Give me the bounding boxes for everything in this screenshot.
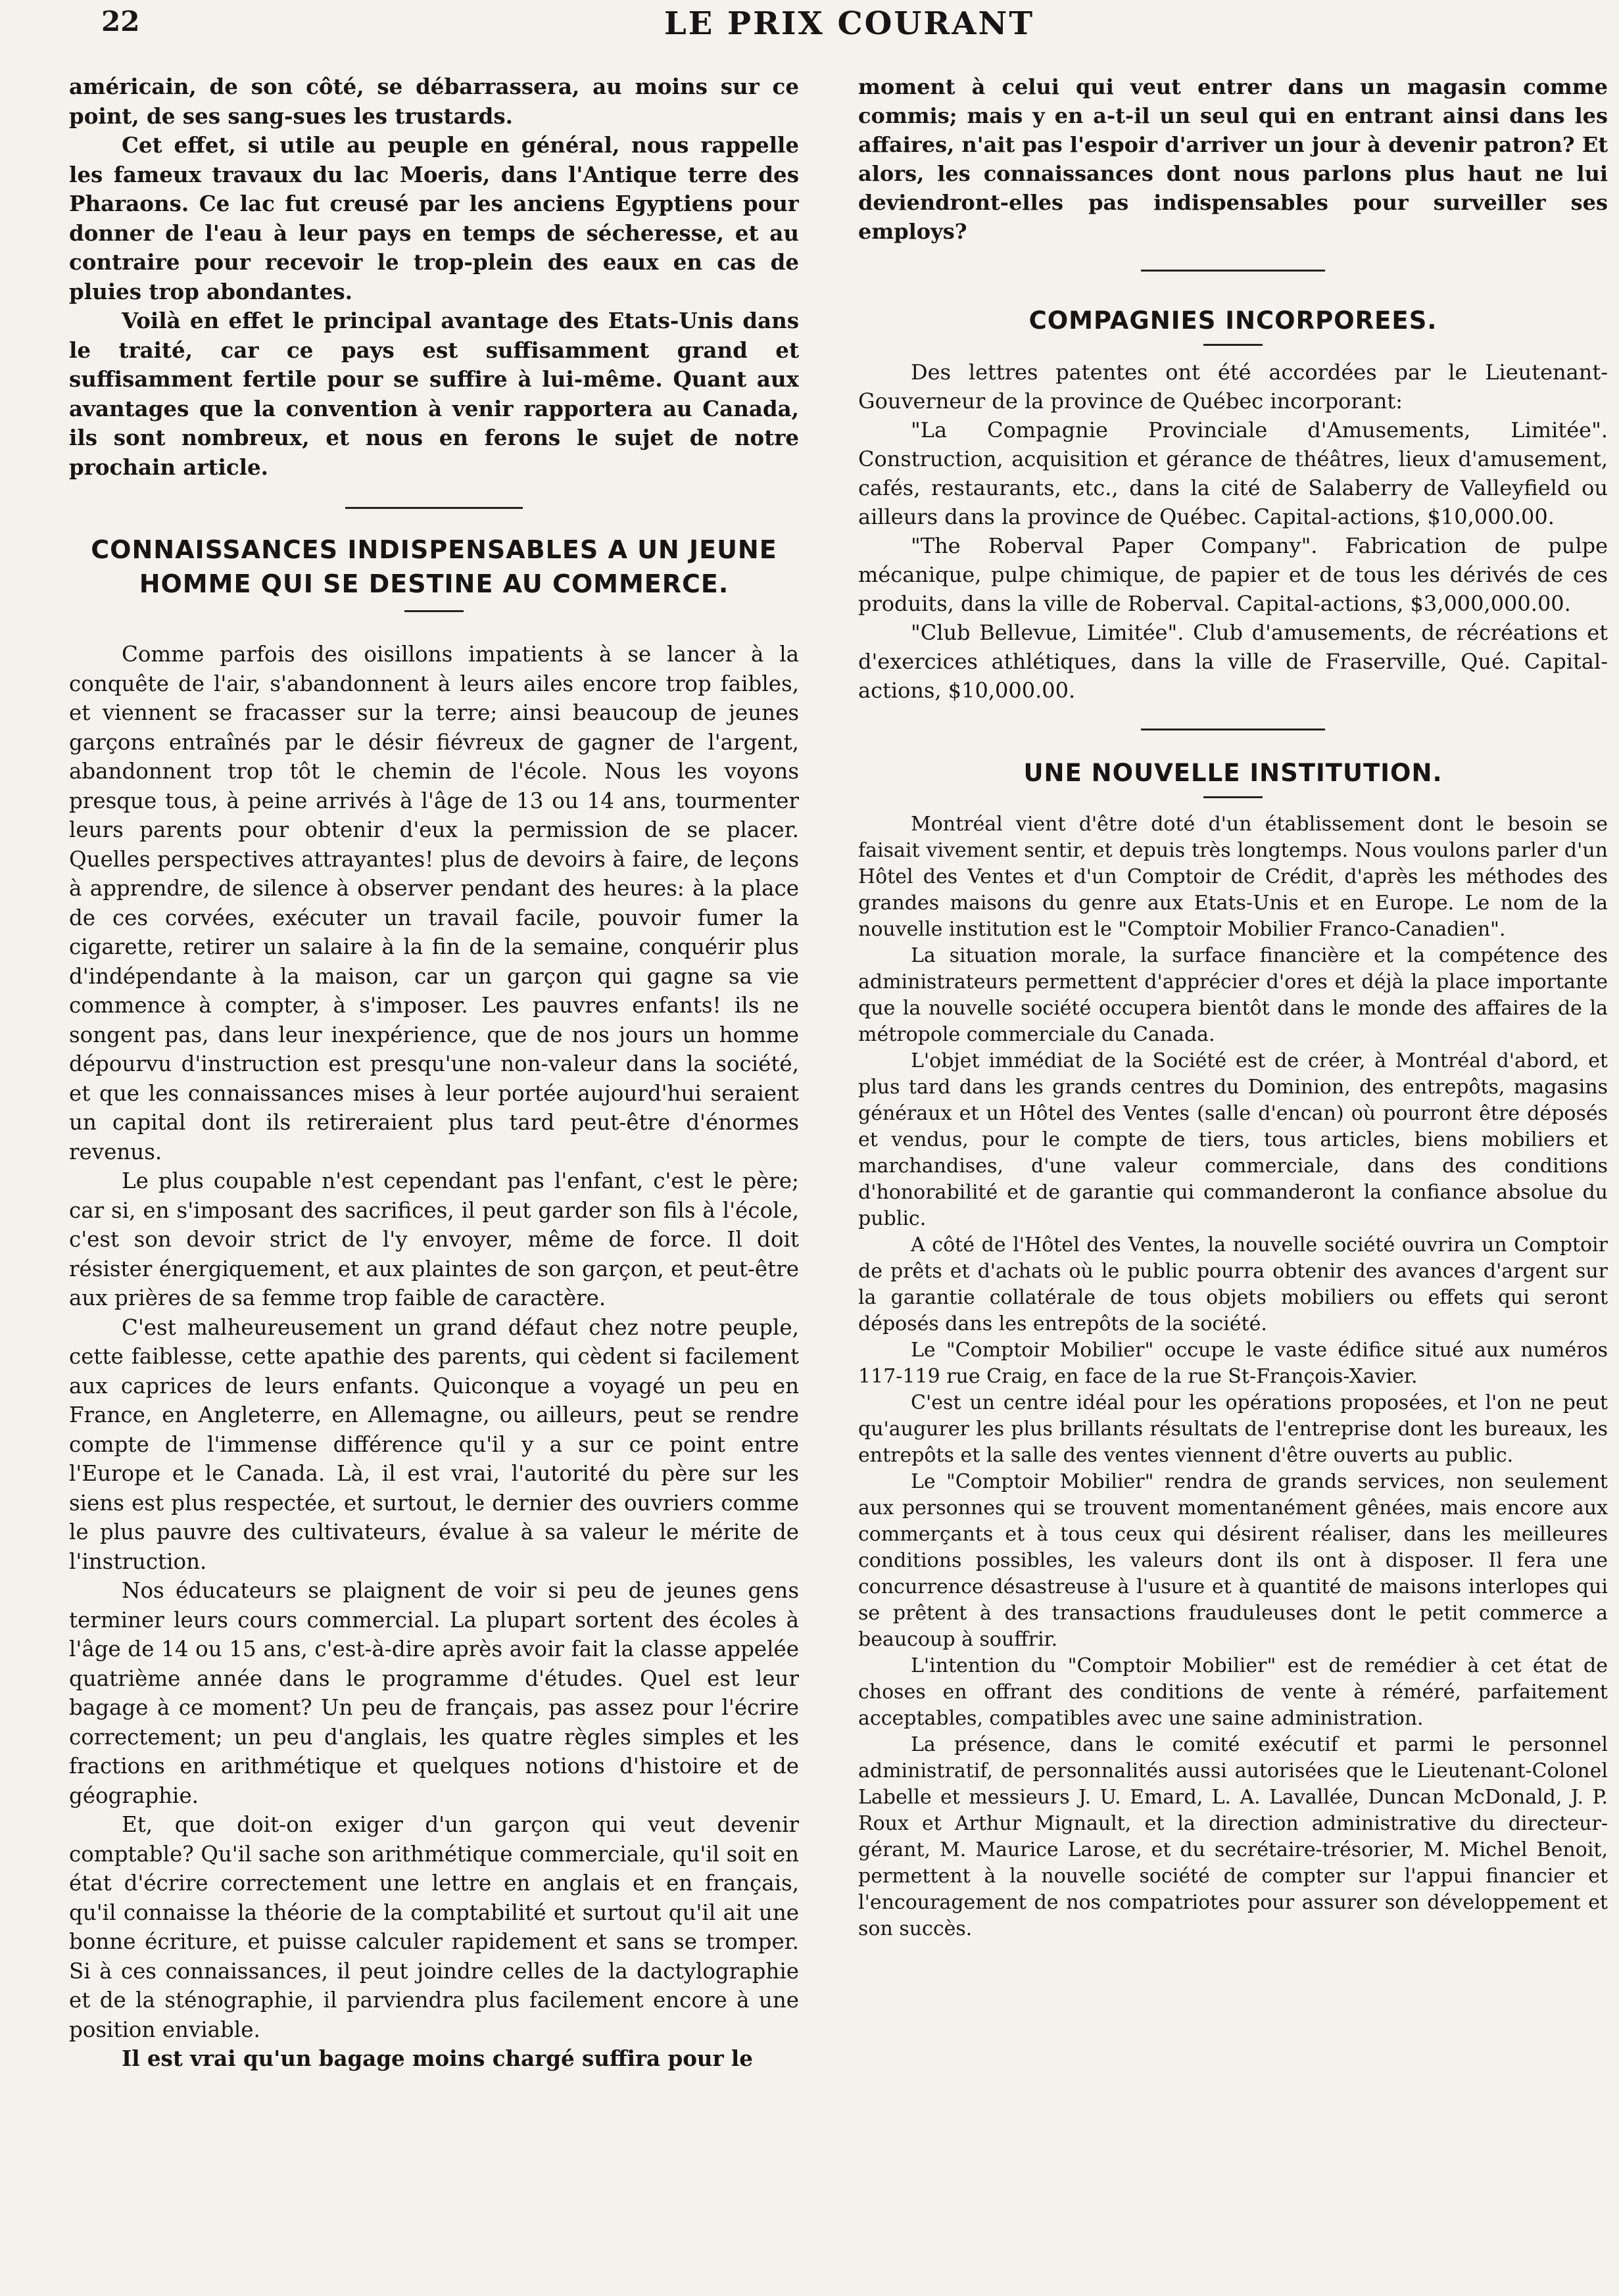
article-paragraph: Nos éducateurs se plaignent de voir si peu de jeunes gens terminer leurs cours commercial. La plupart sortent des écoles à l'âge de 14 ou 15 ans, c'est-à-dire après avoir fait la classe appelée quatrième année dans le programme d'études. Quel est leur bagage à ce moment? Un peu de français, pas assez pour l'écrire correctement; un peu d'anglais, les quatre règles simples et les fractions en arithmétique et quelques notions d'histoire et de géographie.	[69, 1578, 799, 1808]
page-number: 22	[101, 5, 140, 37]
publication-title: LE PRIX COURANT	[664, 5, 1035, 42]
institution-paragraph: Le "Comptoir Mobilier" rendra de grands services, non seulement aux personnes qui se trouvent momentanément gênées, mais encore aux commerçants et à tous ceux qui désirent réaliser, dans les meilleures conditions possibles, les valeurs dont ils ont à disposer. Il fera une concurrence désastreuse à l'usure et à quantité de maisons interlopes qui se prêtent à des transactions frauduleuses dont le petit commerce a beaucoup à souffrir.	[858, 1470, 1608, 1651]
institution-paragraph: A côté de l'Hôtel des Ventes, la nouvelle société ouvrira un Comptoir de prêts et d'achats où le public pourra obtenir des avances d'argent sur la garantie collatérale de tous objets mobiliers ou effets qui seront déposés dans les entrepôts de la société.	[858, 1233, 1608, 1335]
title-underline	[1203, 796, 1263, 798]
article-paragraph: C'est malheureusement un grand défaut chez notre peuple, cette faiblesse, cette apathie des parents, qui cèdent si facilement aux caprices de leurs enfants. Quiconque a voyagé un peu en France, en Angleterre, en Allemagne, ou ailleurs, peut se rendre compte de l'immense différence qu'il y a sur ce point entre l'Europe et le Canada. Là, il est vrai, l'autorité du père sur les siens est plus respectée, et surtout, le dernier des ouvriers comme le plus pauvre des cultivateurs, évalue à sa valeur le mérite de l'instruction.	[69, 1314, 799, 1574]
section-divider	[345, 507, 523, 509]
companies-paragraph: "The Roberval Paper Company". Fabrication de pulpe mécanique, pulpe chimique, de papier et de tous les dérivés de ces produits, dans la ville de Roberval. Capital-actions, $3,000,000.00.	[858, 533, 1608, 616]
companies-paragraph: "Club Bellevue, Limitée". Club d'amusements, de récréations et d'exercices athlétiques, dans la ville de Fraserville, Qué. Capital-actions, $10,000.00.	[858, 620, 1608, 703]
page-header	[92, 5, 1578, 45]
title-underline	[404, 610, 464, 612]
institution-paragraph: Le "Comptoir Mobilier" occupe le vaste édifice situé aux numéros 117-119 rue Craig, en face de la rue St-François-Xavier.	[858, 1339, 1608, 1388]
institution-title: UNE NOUVELLE INSTITUTION.	[1023, 759, 1443, 787]
institution-paragraph: L'intention du "Comptoir Mobilier" est de remédier à cet état de choses en offrant des conditions de vente à réméré, parfaitement acceptables, compatibles avec une saine administration.	[858, 1654, 1608, 1730]
companies-title: COMPAGNIES INCORPOREES.	[1028, 306, 1438, 335]
institution-paragraph: Montréal vient d'être doté d'un établissement dont le besoin se faisait vivement sentir, et depuis très longtemps. Nous voulons parler d'un Hôtel des Ventes et d'un Comptoir de Crédit, d'après les méthodes des grandes maisons du genre aux Etats-Unis et en Europe. Le nom de la nouvelle institution est le "Comptoir Mobilier Franco-Canadien".	[858, 813, 1608, 941]
title-underline	[1203, 344, 1263, 346]
continuation-paragraph: moment à celui qui veut entrer dans un magasin comme commis; mais y en a-t-il un seul qui en entrant ainsi dans les affaires, n'ait pas l'espoir d'arriver un jour à devenir patron? Et alors, les connaissances dont nous parlons plus haut ne lui deviendront-elles pas indispensables pour surveiller ses employs?	[858, 74, 1608, 244]
article-title: CONNAISSANCES INDISPENSABLES A UN JEUNE HOMME QUI SE DESTINE AU COMMERCE.	[91, 535, 777, 598]
companies-paragraph: "La Compagnie Provinciale d'Amusements, Limitée". Construction, acquisition et gérance de théâtres, lieux d'amusement, cafés, restaurants, etc., dans la cité de Salaberry de Valleyfield ou ailleurs dans la province de Québec. Capital-actions, $10,000.00.	[858, 418, 1608, 529]
section-divider	[1141, 729, 1325, 730]
companies-paragraph: Des lettres patentes ont été accordées par le Lieutenant-Gouverneur de la province de Québec incorporant:	[858, 360, 1608, 414]
institution-paragraph: La situation morale, la surface financière et la compétence des administrateurs permettent d'apprécier d'ores et déjà la place importante que la nouvelle société occupera bientôt dans le monde des affaires de la métropole commerciale du Canada.	[858, 944, 1608, 1046]
article-paragraph: Comme parfois des oisillons impatients à se lancer à la conquête de l'air, s'abandonnent à leurs ailes encore trop faibles, et viennent se fracasser sur la terre; ainsi beaucoup de jeunes garçons entraînés par le désir fiévreux de gagner de l'argent, abandonnent trop tôt le chemin de l'école. Nous les voyons presque tous, à peine arrivés à l'âge de 13 ou 14 ans, tourmenter leurs parents pour obtenir d'eux la permission de se placer. Quelles perspectives attrayantes! plus de devoirs à faire, de leçons à apprendre, de silence à observer pendant des heures: à la place de ces corvées, exécuter un travail facile, pouvoir fumer la cigarette, retirer un salaire à la fin de la semaine, conquérir plus d'indépendante à la maison, car un garçon qui gagne sa vie commence à compter, à s'imposer. Les pauvres enfants! ils ne songent pas, dans leur inexpérience, que de nos jours un homme dépourvu d'instruction est presqu'une non-valeur dans la société, et que les connaissances mises à leur portée aujourd'hui seraient un capital dont ils retireraient plus tard peut-être d'énormes revenus.	[69, 642, 799, 1164]
institution-paragraph: L'objet immédiat de la Société est de créer, à Montréal d'abord, et plus tard dans les grands centres du Dominion, des entrepôts, magasins généraux et un Hôtel des Ventes (salle d'encan) où pourront être déposés et vendus, pour le compte de tiers, tous articles, biens mobiliers et marchandises, d'une valeur commerciale, dans des conditions d'honorabilité et de garantie qui commanderont la confiance absolue du public.	[858, 1049, 1608, 1230]
article-paragraph: Et, que doit-on exiger d'un garçon qui veut devenir comptable? Qu'il sache son arithmétique commerciale, qu'il soit en état d'écrire correctement une lettre en anglais et en français, qu'il connaisse la théorie de la comptabilité et surtout qu'il ait une bonne écriture, et puisse calculer rapidement et sans se tromper. Si à ces connaissances, il peut joindre celles de la dactylographie et de la sténographie, il parviendra plus facilement encore à une position enviable.	[69, 1812, 799, 2042]
article-paragraph: Il est vrai qu'un bagage moins chargé suffira pour le	[122, 2045, 753, 2071]
right-column	[858, 72, 1608, 2270]
left-column	[69, 72, 799, 2270]
article-paragraph: Le plus coupable n'est cependant pas l'enfant, c'est le père; car si, en s'imposant des sacrifices, il peut garder son fils à l'école, c'est son devoir strict de l'y envoyer, même de force. Il doit résister énergiquement, et aux plaintes de son garçon, et peut-être aux prières de sa femme trop faible de caractère.	[69, 1168, 799, 1310]
intro-paragraph: Cet effet, si utile au peuple en général, nous rappelle les fameux travaux du lac Moeris, dans l'Antique terre des Pharaons. Ce lac fut creusé par les anciens Egyptiens pour donner de l'eau à leur pays en temps de sécheresse, et au contraire pour recevoir le trop-plein des eaux en cas de pluies trop abondantes.	[69, 132, 799, 304]
section-divider	[1141, 270, 1325, 272]
intro-paragraph: américain, de son côté, se débarrassera, au moins sur ce point, de ses sang-sues les trustards.	[69, 74, 799, 129]
institution-paragraph: La présence, dans le comité exécutif et parmi le personnel administratif, de personnalités aussi autorisées que le Lieutenant-Colonel Labelle et messieurs J. U. Emard, L. A. Lavallée, Duncan McDonald, J. P. Roux et Arthur Mignault, et la direction administrative du directeur-gérant, M. Maurice Larose, et du secrétaire-trésorier, M. Michel Benoit, permettent à la nouvelle société de compter sur l'appui financier et l'encouragement de nos compatriotes pour assurer son développement et son succès.	[858, 1733, 1608, 1940]
intro-paragraph: Voilà en effet le principal avantage des Etats-Unis dans le traité, car ce pays est suffisamment grand et suffisamment fertile pour se suffire à lui-même. Quant aux avantages que la convention à venir rapportera au Canada, ils sont nombreux, et nous en ferons le sujet de notre prochain article.	[69, 308, 799, 480]
institution-paragraph: C'est un centre idéal pour les opérations proposées, et l'on ne peut qu'augurer les plus brillants résultats de l'entreprise dont les bureaux, les entrepôts et la salle des ventes viennent d'être ouverts au public.	[858, 1391, 1608, 1467]
